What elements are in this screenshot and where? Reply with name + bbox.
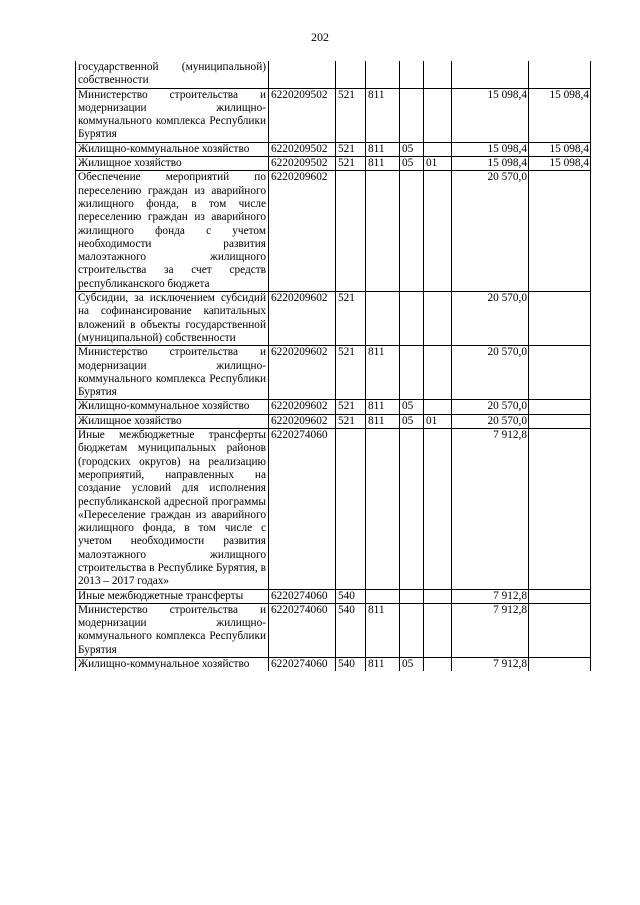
row-name: государственной (муниципальной) собственности <box>76 61 269 88</box>
table-row <box>76 88 591 142</box>
row-sum-1: 15 098,4 <box>452 142 529 156</box>
table-row <box>76 658 591 672</box>
row-name: Министерство строительства и модернизации жилищно-коммунального комплекса Республики Бурятия <box>76 603 269 657</box>
row-csr: 6220209602 <box>269 171 336 292</box>
row-sum-1: 20 570,0 <box>452 171 529 292</box>
row-vr: 521 <box>336 157 366 171</box>
row-grbs <box>366 171 400 292</box>
row-rz <box>400 292 424 346</box>
row-name: Министерство строительства и модернизации жилищно-коммунального комплекса Республики Бурятия <box>76 88 269 142</box>
table-row <box>76 429 591 590</box>
row-pr: 01 <box>424 157 452 171</box>
row-pr <box>424 292 452 346</box>
row-csr: 6220209602 <box>269 346 336 400</box>
row-rz <box>400 88 424 142</box>
table-row <box>76 400 591 414</box>
row-pr: 01 <box>424 414 452 428</box>
table-row <box>76 157 591 171</box>
row-vr <box>336 171 366 292</box>
row-vr: 521 <box>336 346 366 400</box>
row-sum-2 <box>529 589 591 603</box>
row-csr: 6220209502 <box>269 88 336 142</box>
row-csr <box>269 61 336 88</box>
row-sum-1 <box>452 61 529 88</box>
table-row <box>76 61 591 88</box>
row-pr <box>424 400 452 414</box>
row-sum-2 <box>529 346 591 400</box>
row-sum-2: 15 098,4 <box>529 157 591 171</box>
row-csr: 6220274060 <box>269 603 336 657</box>
row-sum-1: 7 912,8 <box>452 589 529 603</box>
row-grbs: 811 <box>366 346 400 400</box>
row-vr <box>336 61 366 88</box>
row-sum-2 <box>529 414 591 428</box>
table-row <box>76 171 591 292</box>
row-sum-2: 15 098,4 <box>529 88 591 142</box>
row-vr: 521 <box>336 88 366 142</box>
row-name: Обеспечение мероприятий по переселению граждан из аварийного жилищного фонда, в том числе переселению граждан из аварийного жилищного фонда с учетом необходимости развития малоэтажного жилищного строительства за счет средств республиканского бюджета <box>76 171 269 292</box>
row-rz <box>400 346 424 400</box>
row-name: Министерство строительства и модернизации жилищно-коммунального комплекса Республики Бурятия <box>76 346 269 400</box>
table-row <box>76 292 591 346</box>
row-sum-1: 15 098,4 <box>452 157 529 171</box>
row-pr <box>424 171 452 292</box>
row-grbs <box>366 61 400 88</box>
row-rz: 05 <box>400 658 424 672</box>
row-name: Жилищно-коммунальное хозяйство <box>76 658 269 672</box>
row-pr <box>424 142 452 156</box>
row-vr: 540 <box>336 603 366 657</box>
row-csr: 6220209602 <box>269 414 336 428</box>
table-row <box>76 142 591 156</box>
row-csr: 6220274060 <box>269 429 336 590</box>
row-sum-2 <box>529 171 591 292</box>
row-rz <box>400 61 424 88</box>
row-grbs <box>366 589 400 603</box>
row-rz <box>400 589 424 603</box>
row-csr: 6220209602 <box>269 400 336 414</box>
row-grbs: 811 <box>366 658 400 672</box>
row-vr: 521 <box>336 400 366 414</box>
row-vr: 540 <box>336 658 366 672</box>
row-pr <box>424 346 452 400</box>
row-grbs: 811 <box>366 157 400 171</box>
row-pr <box>424 589 452 603</box>
row-sum-1: 7 912,8 <box>452 603 529 657</box>
page-number: 202 <box>311 30 329 44</box>
table-row <box>76 589 591 603</box>
row-sum-2 <box>529 603 591 657</box>
row-rz: 05 <box>400 157 424 171</box>
row-csr: 6220274060 <box>269 589 336 603</box>
row-sum-1: 20 570,0 <box>452 346 529 400</box>
row-rz <box>400 171 424 292</box>
row-pr <box>424 658 452 672</box>
table-row <box>76 414 591 428</box>
row-sum-1: 15 098,4 <box>452 88 529 142</box>
row-csr: 6220209502 <box>269 142 336 156</box>
row-pr <box>424 603 452 657</box>
row-sum-1: 20 570,0 <box>452 400 529 414</box>
row-grbs: 811 <box>366 88 400 142</box>
row-name: Жилищно-коммунальное хозяйство <box>76 142 269 156</box>
budget-table-body <box>76 61 591 671</box>
row-csr: 6220209602 <box>269 292 336 346</box>
table-row <box>76 346 591 400</box>
row-rz: 05 <box>400 414 424 428</box>
row-grbs <box>366 429 400 590</box>
row-grbs: 811 <box>366 414 400 428</box>
row-sum-1: 20 570,0 <box>452 414 529 428</box>
row-vr <box>336 429 366 590</box>
row-sum-1: 7 912,8 <box>452 658 529 672</box>
row-rz: 05 <box>400 142 424 156</box>
row-sum-2 <box>529 429 591 590</box>
row-csr: 6220274060 <box>269 658 336 672</box>
row-name: Жилищно-коммунальное хозяйство <box>76 400 269 414</box>
row-sum-1: 7 912,8 <box>452 429 529 590</box>
row-name: Жилищное хозяйство <box>76 414 269 428</box>
table-row <box>76 603 591 657</box>
row-name: Иные межбюджетные трансферты бюджетам муниципальных районов (городских округов) на реализацию мероприятий, направленных на создание условий для исполнения республиканской адресной программы «Переселение граждан из аварийного жилищного фонда, в том числе с учетом необходимости развития малоэтажного жилищного строительства в Республике Бурятия, в 2013 – 2017 годах» <box>76 429 269 590</box>
row-pr <box>424 88 452 142</box>
row-rz <box>400 429 424 590</box>
row-grbs: 811 <box>366 603 400 657</box>
row-rz: 05 <box>400 400 424 414</box>
row-vr: 521 <box>336 142 366 156</box>
row-sum-2 <box>529 400 591 414</box>
row-pr <box>424 429 452 590</box>
row-vr: 540 <box>336 589 366 603</box>
row-name: Жилищное хозяйство <box>76 157 269 171</box>
row-grbs <box>366 292 400 346</box>
row-vr: 521 <box>336 292 366 346</box>
budget-table <box>75 61 591 671</box>
row-csr: 6220209502 <box>269 157 336 171</box>
row-name: Иные межбюджетные трансферты <box>76 589 269 603</box>
row-sum-2 <box>529 292 591 346</box>
row-grbs: 811 <box>366 400 400 414</box>
row-sum-2: 15 098,4 <box>529 142 591 156</box>
row-grbs: 811 <box>366 142 400 156</box>
row-sum-2 <box>529 61 591 88</box>
row-sum-2 <box>529 658 591 672</box>
row-pr <box>424 61 452 88</box>
row-vr: 521 <box>336 414 366 428</box>
row-name: Субсидии, за исключением субсидий на софинансирование капитальных вложений в объекты государственной (муниципальной) собственности <box>76 292 269 346</box>
row-sum-1: 20 570,0 <box>452 292 529 346</box>
row-rz <box>400 603 424 657</box>
